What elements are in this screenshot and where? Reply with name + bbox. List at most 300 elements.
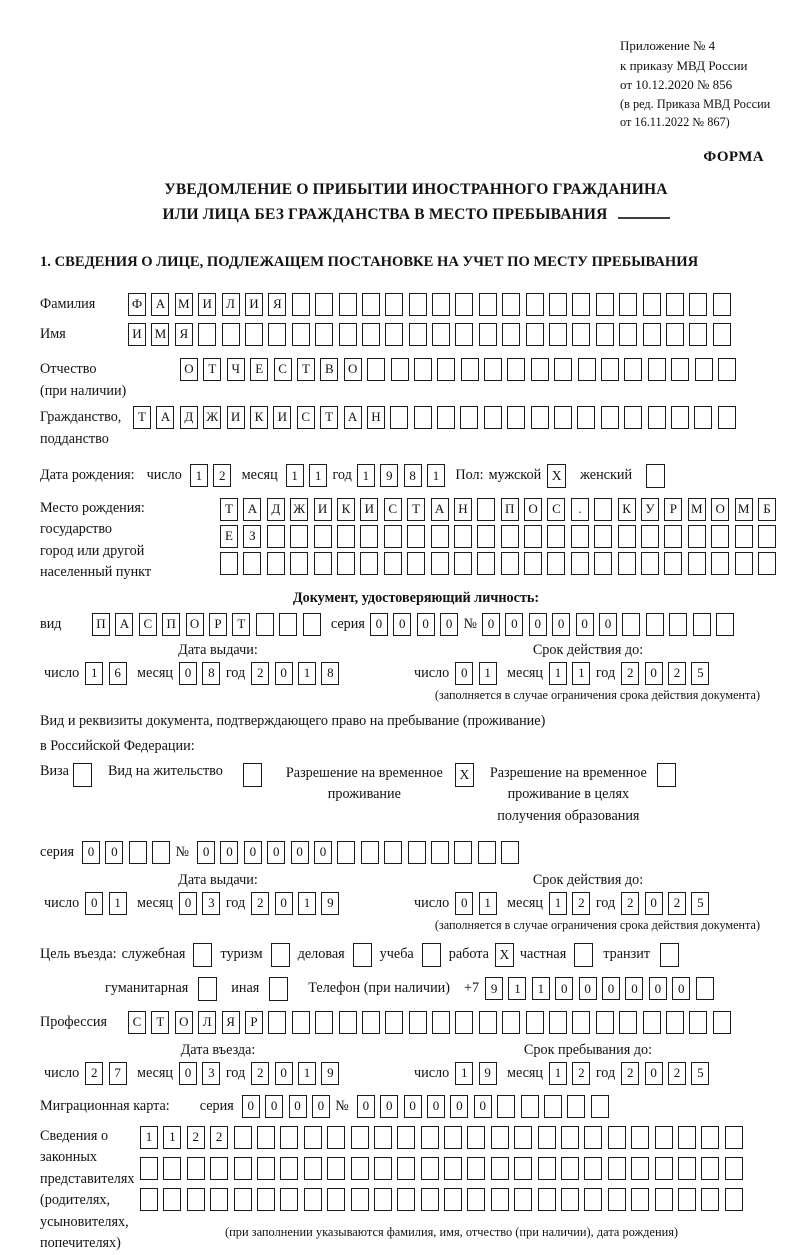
char-cell[interactable] <box>713 1011 731 1034</box>
char-cell[interactable]: К <box>250 406 268 429</box>
char-cell[interactable]: О <box>175 1011 193 1034</box>
char-cell[interactable]: 0 <box>482 613 500 636</box>
char-cell[interactable] <box>268 1011 286 1034</box>
char-cell[interactable]: П <box>92 613 110 636</box>
char-cell[interactable]: 0 <box>393 613 411 636</box>
char-cell[interactable]: 0 <box>291 841 309 864</box>
char-cell[interactable] <box>374 1126 392 1149</box>
char-cell[interactable]: 3 <box>202 1062 220 1085</box>
char-cell[interactable] <box>701 1188 719 1211</box>
char-cell[interactable] <box>337 841 355 864</box>
char-cell[interactable]: 1 <box>190 464 208 487</box>
char-cell[interactable] <box>290 525 308 548</box>
char-cell[interactable] <box>362 293 380 316</box>
char-cell[interactable] <box>152 841 170 864</box>
char-cell[interactable]: 0 <box>275 892 293 915</box>
char-cell[interactable] <box>571 552 589 575</box>
char-cell[interactable]: О <box>344 358 362 381</box>
char-cell[interactable] <box>596 293 614 316</box>
char-cell[interactable]: 1 <box>508 977 526 1000</box>
char-cell[interactable] <box>688 525 706 548</box>
char-cell[interactable]: 1 <box>298 662 316 685</box>
char-cell[interactable] <box>514 1157 532 1180</box>
char-cell[interactable]: С <box>547 498 565 521</box>
char-cell[interactable] <box>408 841 426 864</box>
char-cell[interactable]: Ж <box>203 406 221 429</box>
char-cell[interactable] <box>671 358 689 381</box>
char-cell[interactable] <box>716 613 734 636</box>
male-checkbox[interactable]: X <box>547 464 566 488</box>
char-cell[interactable] <box>351 1157 369 1180</box>
char-cell[interactable] <box>735 552 753 575</box>
char-cell[interactable] <box>280 1126 298 1149</box>
char-cell[interactable] <box>669 613 687 636</box>
char-cell[interactable] <box>267 552 285 575</box>
char-cell[interactable] <box>643 323 661 346</box>
char-cell[interactable]: 2 <box>572 892 590 915</box>
char-cell[interactable]: 0 <box>179 892 197 915</box>
char-cell[interactable]: Н <box>367 406 385 429</box>
char-cell[interactable] <box>257 1188 275 1211</box>
char-cell[interactable]: 9 <box>380 464 398 487</box>
purpose-tourism-checkbox[interactable] <box>271 943 290 967</box>
char-cell[interactable]: 2 <box>187 1126 205 1149</box>
char-cell[interactable] <box>384 552 402 575</box>
char-cell[interactable]: 0 <box>427 1095 445 1118</box>
char-cell[interactable] <box>455 323 473 346</box>
char-cell[interactable]: 1 <box>163 1126 181 1149</box>
char-cell[interactable]: 1 <box>140 1126 158 1149</box>
char-cell[interactable] <box>327 1157 345 1180</box>
char-cell[interactable] <box>514 1188 532 1211</box>
char-cell[interactable] <box>360 552 378 575</box>
char-cell[interactable] <box>314 552 332 575</box>
char-cell[interactable]: 0 <box>474 1095 492 1118</box>
purpose-other-checkbox[interactable] <box>269 977 288 1001</box>
char-cell[interactable] <box>337 552 355 575</box>
rvp-checkbox[interactable]: X <box>455 763 474 787</box>
char-cell[interactable]: Л <box>198 1011 216 1034</box>
char-cell[interactable]: 0 <box>672 977 690 1000</box>
char-cell[interactable]: А <box>151 293 169 316</box>
char-cell[interactable] <box>507 406 525 429</box>
char-cell[interactable] <box>538 1157 556 1180</box>
char-cell[interactable]: 1 <box>455 1062 473 1085</box>
char-cell[interactable] <box>502 1011 520 1034</box>
char-cell[interactable] <box>407 552 425 575</box>
char-cell[interactable] <box>631 1126 649 1149</box>
char-cell[interactable]: А <box>243 498 261 521</box>
char-cell[interactable] <box>385 1011 403 1034</box>
char-cell[interactable]: Т <box>203 358 221 381</box>
char-cell[interactable]: 1 <box>286 464 304 487</box>
char-cell[interactable] <box>689 293 707 316</box>
char-cell[interactable] <box>666 1011 684 1034</box>
char-cell[interactable]: 1 <box>427 464 445 487</box>
char-cell[interactable] <box>631 1188 649 1211</box>
char-cell[interactable] <box>234 1157 252 1180</box>
char-cell[interactable] <box>578 358 596 381</box>
char-cell[interactable] <box>711 552 729 575</box>
char-cell[interactable] <box>315 1011 333 1034</box>
char-cell[interactable] <box>594 525 612 548</box>
char-cell[interactable] <box>725 1188 743 1211</box>
char-cell[interactable] <box>374 1188 392 1211</box>
char-cell[interactable] <box>641 525 659 548</box>
purpose-humanitarian-checkbox[interactable] <box>198 977 217 1001</box>
char-cell[interactable] <box>360 525 378 548</box>
char-cell[interactable] <box>549 323 567 346</box>
char-cell[interactable] <box>267 525 285 548</box>
char-cell[interactable]: К <box>337 498 355 521</box>
char-cell[interactable] <box>695 358 713 381</box>
char-cell[interactable] <box>549 1011 567 1034</box>
char-cell[interactable] <box>484 358 502 381</box>
char-cell[interactable] <box>501 525 519 548</box>
char-cell[interactable]: 0 <box>275 662 293 685</box>
char-cell[interactable] <box>339 1011 357 1034</box>
char-cell[interactable] <box>421 1188 439 1211</box>
char-cell[interactable] <box>618 552 636 575</box>
char-cell[interactable] <box>646 613 664 636</box>
char-cell[interactable] <box>531 406 549 429</box>
char-cell[interactable] <box>431 525 449 548</box>
char-cell[interactable]: 8 <box>404 464 422 487</box>
char-cell[interactable] <box>643 1011 661 1034</box>
char-cell[interactable]: А <box>344 406 362 429</box>
char-cell[interactable] <box>351 1188 369 1211</box>
char-cell[interactable] <box>222 323 240 346</box>
char-cell[interactable] <box>624 358 642 381</box>
char-cell[interactable]: П <box>501 498 519 521</box>
char-cell[interactable] <box>689 1011 707 1034</box>
char-cell[interactable] <box>351 1126 369 1149</box>
char-cell[interactable] <box>479 1011 497 1034</box>
char-cell[interactable]: Ф <box>128 293 146 316</box>
char-cell[interactable] <box>257 1126 275 1149</box>
char-cell[interactable]: Т <box>151 1011 169 1034</box>
char-cell[interactable]: 0 <box>197 841 215 864</box>
char-cell[interactable] <box>432 293 450 316</box>
char-cell[interactable] <box>268 323 286 346</box>
char-cell[interactable]: И <box>128 323 146 346</box>
char-cell[interactable]: 0 <box>455 662 473 685</box>
purpose-work-checkbox[interactable]: X <box>495 943 514 967</box>
char-cell[interactable]: 0 <box>220 841 238 864</box>
char-cell[interactable]: 0 <box>105 841 123 864</box>
char-cell[interactable] <box>292 323 310 346</box>
char-cell[interactable]: Р <box>245 1011 263 1034</box>
char-cell[interactable]: П <box>162 613 180 636</box>
char-cell[interactable]: Я <box>175 323 193 346</box>
char-cell[interactable]: И <box>273 406 291 429</box>
purpose-transit-checkbox[interactable] <box>660 943 679 967</box>
char-cell[interactable] <box>524 525 542 548</box>
char-cell[interactable] <box>718 406 736 429</box>
char-cell[interactable] <box>538 1188 556 1211</box>
char-cell[interactable] <box>484 406 502 429</box>
char-cell[interactable]: 0 <box>645 892 663 915</box>
char-cell[interactable] <box>618 525 636 548</box>
char-cell[interactable] <box>432 1011 450 1034</box>
char-cell[interactable]: 0 <box>85 892 103 915</box>
char-cell[interactable] <box>292 1011 310 1034</box>
char-cell[interactable]: А <box>156 406 174 429</box>
char-cell[interactable] <box>234 1188 252 1211</box>
char-cell[interactable]: 0 <box>417 613 435 636</box>
char-cell[interactable]: Р <box>209 613 227 636</box>
purpose-commercial-checkbox[interactable] <box>353 943 372 967</box>
char-cell[interactable]: Б <box>758 498 776 521</box>
char-cell[interactable] <box>337 525 355 548</box>
char-cell[interactable] <box>655 1157 673 1180</box>
purpose-private-checkbox[interactable] <box>574 943 593 967</box>
char-cell[interactable]: 0 <box>267 841 285 864</box>
char-cell[interactable]: 0 <box>455 892 473 915</box>
char-cell[interactable] <box>758 525 776 548</box>
char-cell[interactable] <box>547 525 565 548</box>
char-cell[interactable]: 0 <box>370 613 388 636</box>
char-cell[interactable]: Д <box>267 498 285 521</box>
char-cell[interactable] <box>711 525 729 548</box>
char-cell[interactable] <box>526 323 544 346</box>
char-cell[interactable]: 0 <box>505 613 523 636</box>
char-cell[interactable] <box>526 1011 544 1034</box>
char-cell[interactable] <box>596 1011 614 1034</box>
char-cell[interactable] <box>374 1157 392 1180</box>
char-cell[interactable] <box>608 1188 626 1211</box>
char-cell[interactable]: 0 <box>555 977 573 1000</box>
char-cell[interactable] <box>696 977 714 1000</box>
char-cell[interactable]: 0 <box>179 1062 197 1085</box>
char-cell[interactable] <box>384 841 402 864</box>
char-cell[interactable]: 0 <box>645 1062 663 1085</box>
char-cell[interactable] <box>596 323 614 346</box>
char-cell[interactable] <box>245 323 263 346</box>
char-cell[interactable]: 2 <box>668 892 686 915</box>
char-cell[interactable] <box>454 841 472 864</box>
char-cell[interactable] <box>664 525 682 548</box>
char-cell[interactable] <box>292 293 310 316</box>
char-cell[interactable] <box>385 323 403 346</box>
char-cell[interactable]: В <box>320 358 338 381</box>
char-cell[interactable]: 0 <box>82 841 100 864</box>
char-cell[interactable] <box>220 552 238 575</box>
char-cell[interactable]: О <box>186 613 204 636</box>
char-cell[interactable] <box>619 293 637 316</box>
char-cell[interactable] <box>409 293 427 316</box>
char-cell[interactable] <box>601 358 619 381</box>
char-cell[interactable] <box>234 1126 252 1149</box>
char-cell[interactable] <box>549 293 567 316</box>
char-cell[interactable] <box>362 323 380 346</box>
char-cell[interactable]: 0 <box>576 613 594 636</box>
char-cell[interactable]: 1 <box>549 1062 567 1085</box>
char-cell[interactable] <box>409 1011 427 1034</box>
char-cell[interactable] <box>501 552 519 575</box>
char-cell[interactable]: 2 <box>621 662 639 685</box>
char-cell[interactable]: 2 <box>251 892 269 915</box>
char-cell[interactable]: 1 <box>298 892 316 915</box>
char-cell[interactable] <box>608 1126 626 1149</box>
char-cell[interactable]: 1 <box>549 662 567 685</box>
char-cell[interactable]: И <box>227 406 245 429</box>
char-cell[interactable]: . <box>571 498 589 521</box>
char-cell[interactable] <box>198 323 216 346</box>
char-cell[interactable] <box>678 1157 696 1180</box>
char-cell[interactable] <box>479 323 497 346</box>
char-cell[interactable] <box>554 358 572 381</box>
char-cell[interactable] <box>477 498 495 521</box>
char-cell[interactable]: Т <box>220 498 238 521</box>
char-cell[interactable] <box>339 293 357 316</box>
char-cell[interactable] <box>655 1188 673 1211</box>
char-cell[interactable]: 2 <box>621 892 639 915</box>
char-cell[interactable] <box>619 323 637 346</box>
char-cell[interactable]: Т <box>133 406 151 429</box>
char-cell[interactable] <box>367 358 385 381</box>
char-cell[interactable]: 2 <box>572 1062 590 1085</box>
char-cell[interactable] <box>421 1126 439 1149</box>
char-cell[interactable]: 0 <box>244 841 262 864</box>
char-cell[interactable]: 0 <box>599 613 617 636</box>
char-cell[interactable] <box>497 1095 515 1118</box>
char-cell[interactable] <box>502 293 520 316</box>
char-cell[interactable]: 0 <box>380 1095 398 1118</box>
char-cell[interactable]: А <box>115 613 133 636</box>
char-cell[interactable]: М <box>175 293 193 316</box>
char-cell[interactable] <box>477 525 495 548</box>
char-cell[interactable] <box>257 1157 275 1180</box>
purpose-business-checkbox[interactable] <box>193 943 212 967</box>
char-cell[interactable] <box>455 293 473 316</box>
char-cell[interactable] <box>594 498 612 521</box>
char-cell[interactable] <box>713 293 731 316</box>
char-cell[interactable] <box>701 1157 719 1180</box>
char-cell[interactable]: 8 <box>202 662 220 685</box>
char-cell[interactable]: 1 <box>549 892 567 915</box>
char-cell[interactable]: Е <box>250 358 268 381</box>
char-cell[interactable] <box>210 1157 228 1180</box>
char-cell[interactable] <box>327 1188 345 1211</box>
char-cell[interactable] <box>678 1188 696 1211</box>
char-cell[interactable] <box>210 1188 228 1211</box>
char-cell[interactable] <box>531 358 549 381</box>
char-cell[interactable] <box>414 358 432 381</box>
char-cell[interactable]: 3 <box>202 892 220 915</box>
char-cell[interactable] <box>140 1188 158 1211</box>
char-cell[interactable] <box>544 1095 562 1118</box>
char-cell[interactable] <box>501 841 519 864</box>
char-cell[interactable]: 5 <box>691 892 709 915</box>
char-cell[interactable] <box>339 323 357 346</box>
char-cell[interactable] <box>444 1188 462 1211</box>
char-cell[interactable] <box>140 1157 158 1180</box>
char-cell[interactable] <box>725 1157 743 1180</box>
char-cell[interactable] <box>694 406 712 429</box>
char-cell[interactable]: 9 <box>321 1062 339 1085</box>
char-cell[interactable] <box>304 1157 322 1180</box>
char-cell[interactable]: 1 <box>479 892 497 915</box>
char-cell[interactable] <box>361 841 379 864</box>
char-cell[interactable] <box>280 1188 298 1211</box>
char-cell[interactable]: 9 <box>479 1062 497 1085</box>
char-cell[interactable] <box>594 552 612 575</box>
char-cell[interactable]: О <box>711 498 729 521</box>
char-cell[interactable]: 0 <box>265 1095 283 1118</box>
char-cell[interactable] <box>584 1188 602 1211</box>
char-cell[interactable] <box>591 1095 609 1118</box>
char-cell[interactable]: 1 <box>85 662 103 685</box>
char-cell[interactable]: 2 <box>85 1062 103 1085</box>
char-cell[interactable] <box>467 1157 485 1180</box>
char-cell[interactable] <box>397 1126 415 1149</box>
rvp-edu-checkbox[interactable] <box>657 763 676 787</box>
char-cell[interactable]: О <box>524 498 542 521</box>
char-cell[interactable]: 6 <box>109 662 127 685</box>
char-cell[interactable] <box>572 323 590 346</box>
char-cell[interactable]: Я <box>268 293 286 316</box>
char-cell[interactable] <box>397 1188 415 1211</box>
char-cell[interactable]: Т <box>297 358 315 381</box>
char-cell[interactable] <box>437 358 455 381</box>
char-cell[interactable] <box>701 1126 719 1149</box>
char-cell[interactable]: 2 <box>621 1062 639 1085</box>
char-cell[interactable]: Т <box>232 613 250 636</box>
char-cell[interactable]: С <box>139 613 157 636</box>
char-cell[interactable] <box>689 323 707 346</box>
char-cell[interactable]: Е <box>220 525 238 548</box>
char-cell[interactable]: 1 <box>109 892 127 915</box>
char-cell[interactable]: Т <box>320 406 338 429</box>
char-cell[interactable]: Ч <box>227 358 245 381</box>
char-cell[interactable]: О <box>180 358 198 381</box>
char-cell[interactable] <box>554 406 572 429</box>
char-cell[interactable]: Т <box>407 498 425 521</box>
char-cell[interactable]: 2 <box>210 1126 228 1149</box>
char-cell[interactable] <box>608 1157 626 1180</box>
char-cell[interactable] <box>572 293 590 316</box>
char-cell[interactable]: 0 <box>242 1095 260 1118</box>
char-cell[interactable] <box>491 1157 509 1180</box>
char-cell[interactable]: З <box>243 525 261 548</box>
char-cell[interactable] <box>671 406 689 429</box>
char-cell[interactable] <box>390 406 408 429</box>
char-cell[interactable] <box>385 293 403 316</box>
char-cell[interactable]: 0 <box>404 1095 422 1118</box>
char-cell[interactable] <box>725 1126 743 1149</box>
char-cell[interactable]: Р <box>664 498 682 521</box>
char-cell[interactable]: 7 <box>109 1062 127 1085</box>
char-cell[interactable] <box>163 1157 181 1180</box>
char-cell[interactable] <box>688 552 706 575</box>
residence-permit-checkbox[interactable] <box>243 763 262 787</box>
char-cell[interactable] <box>584 1126 602 1149</box>
char-cell[interactable] <box>414 406 432 429</box>
char-cell[interactable] <box>655 1126 673 1149</box>
char-cell[interactable]: 8 <box>321 662 339 685</box>
char-cell[interactable] <box>397 1157 415 1180</box>
char-cell[interactable] <box>666 323 684 346</box>
char-cell[interactable]: 0 <box>289 1095 307 1118</box>
char-cell[interactable] <box>280 1157 298 1180</box>
char-cell[interactable] <box>561 1188 579 1211</box>
char-cell[interactable] <box>256 613 274 636</box>
char-cell[interactable] <box>315 323 333 346</box>
char-cell[interactable] <box>454 552 472 575</box>
char-cell[interactable]: И <box>198 293 216 316</box>
char-cell[interactable] <box>327 1126 345 1149</box>
